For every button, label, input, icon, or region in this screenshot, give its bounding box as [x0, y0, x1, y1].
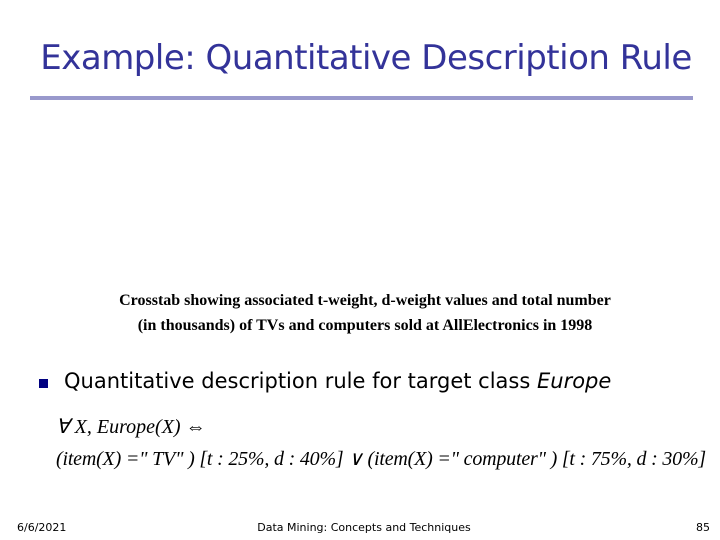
- page-number: 85: [696, 521, 710, 534]
- formula-line-1: ∀ X, Europe(X) ⇔: [56, 416, 206, 438]
- caption-line-2: (in thousands) of TVs and computers sold at AllElectronics in 1998: [137, 317, 593, 334]
- footer-date: 6/6/2021: [17, 521, 67, 534]
- slide-title: Example: Quantitative Description Rule: [40, 38, 692, 78]
- footer-title: Data Mining: Concepts and Techniques: [257, 521, 471, 534]
- caption-line-1: Crosstab showing associated t-weight, d-weight values and total number: [119, 292, 611, 309]
- bullet-text: Quantitative description rule for target class: [64, 369, 537, 393]
- bullet-point: [64, 369, 611, 393]
- target-class: Europe: [536, 369, 612, 393]
- title-underline: [30, 96, 693, 100]
- square-bullet-icon: [39, 379, 48, 388]
- crosstab-caption: [40, 288, 690, 338]
- formula-line-2: (item(X) =" TV" ) [t : 25%, d : 40%] ∨ (item(X) =" computer" ) [t : 75%, d : 30%]: [56, 448, 707, 470]
